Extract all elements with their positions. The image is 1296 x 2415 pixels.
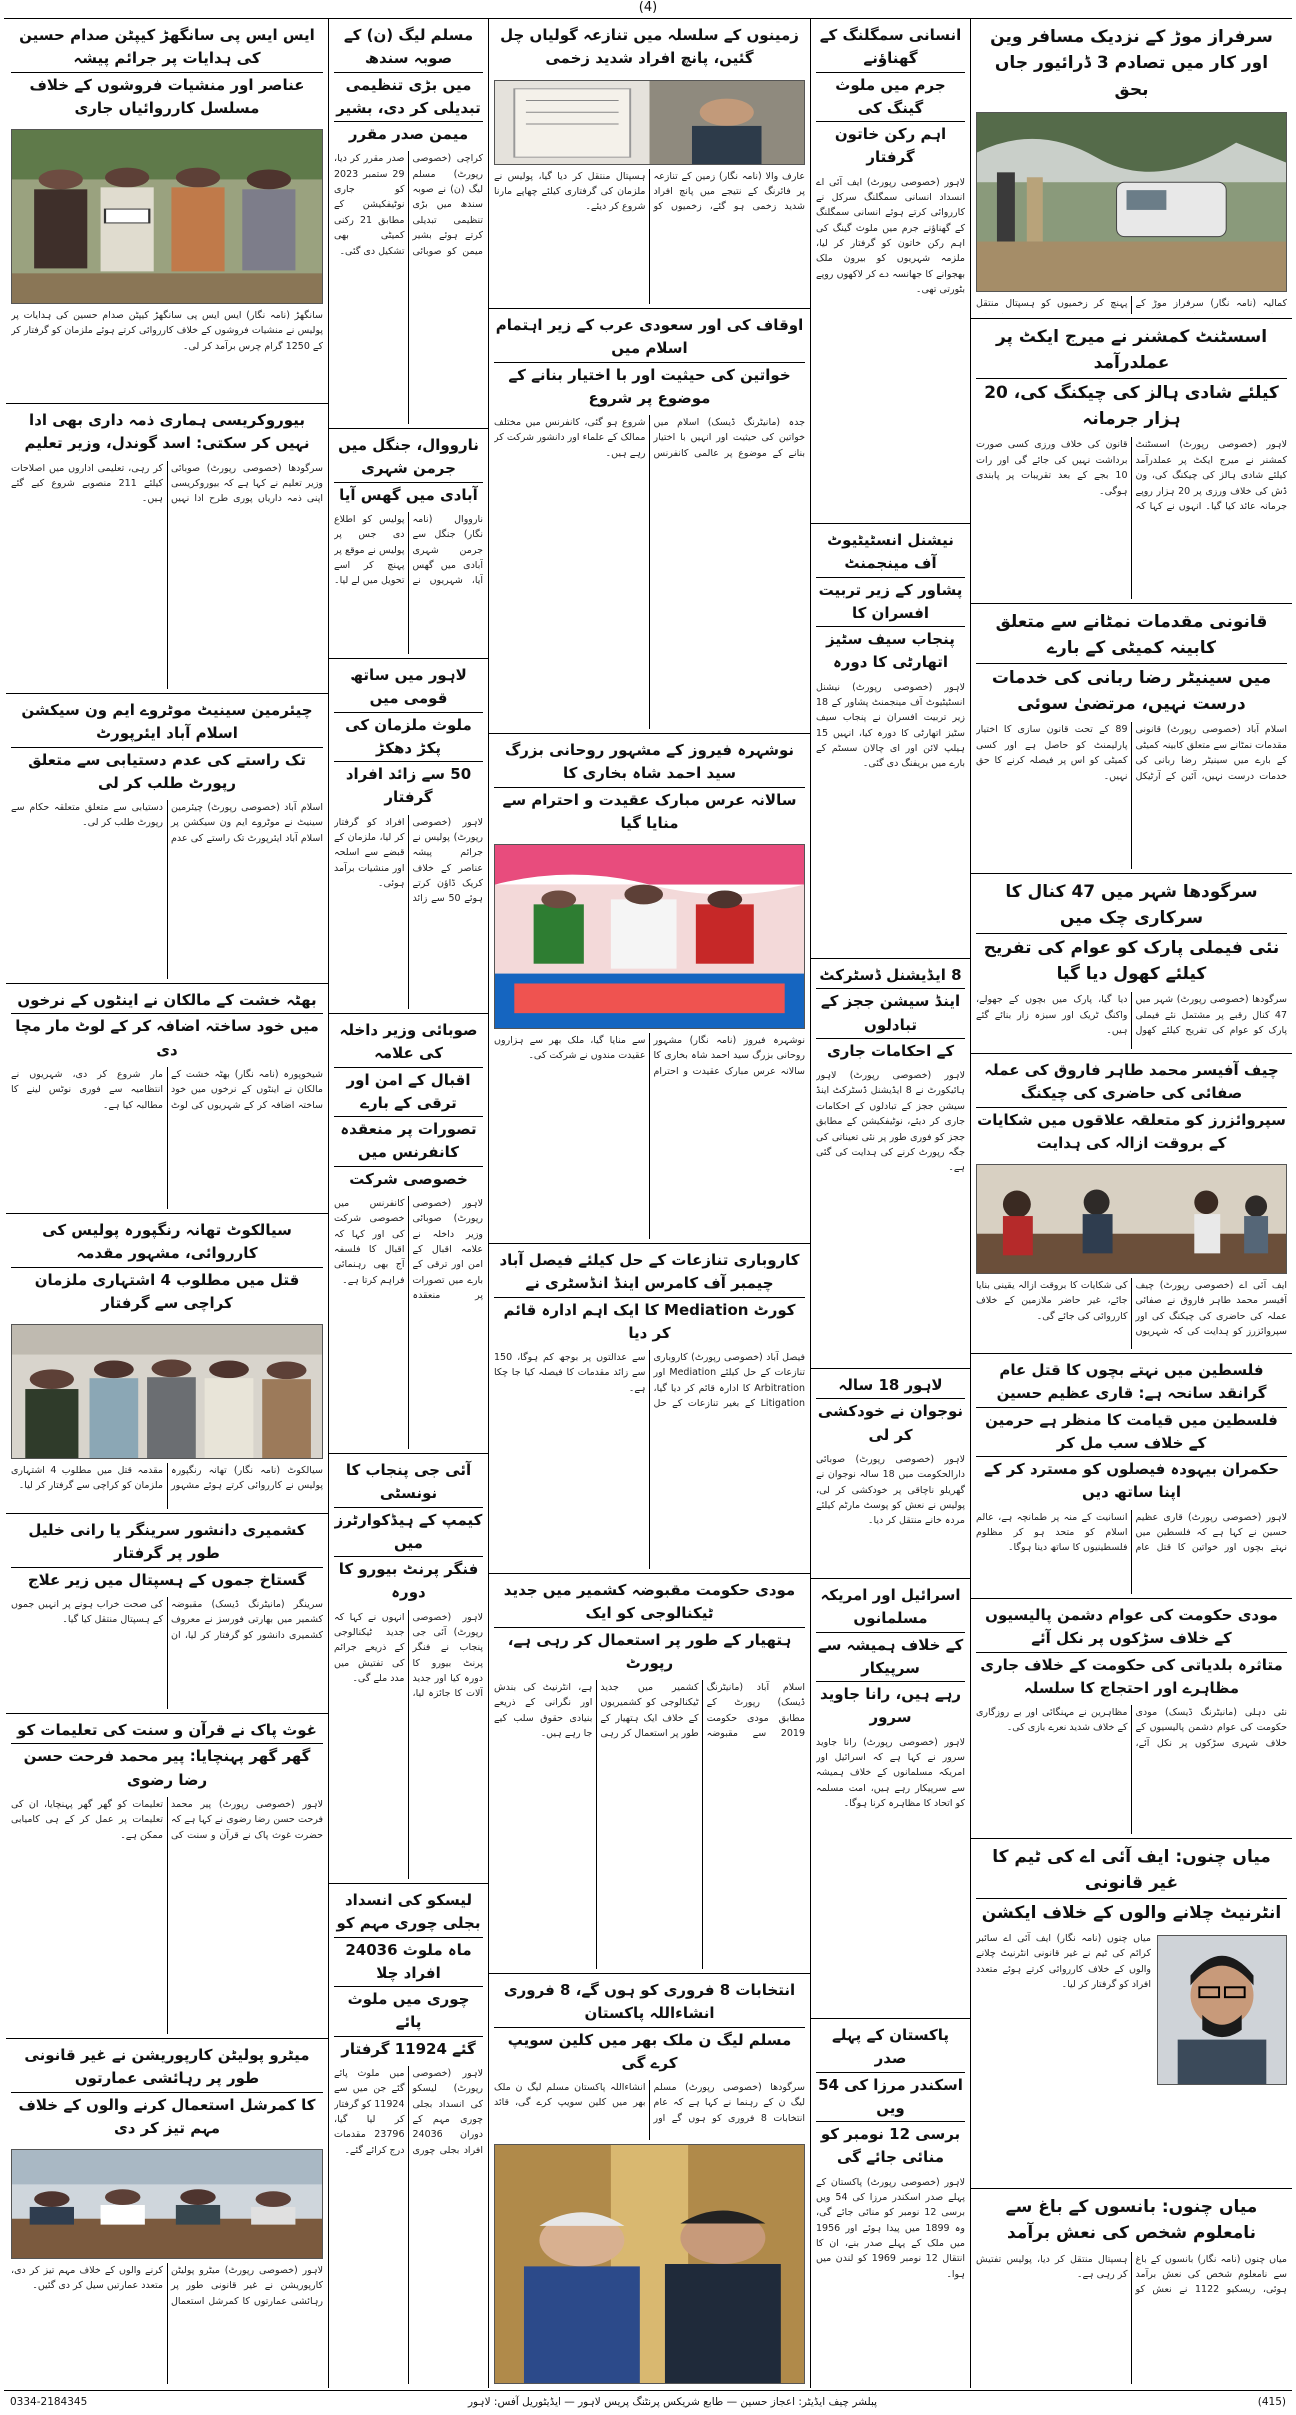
story-human-smuggling: انسانی سمگلنگ کے گھناؤنے جرم میں ملوث گینگ کی اہم رکن خاتون گرفتار لاہور (خصوصی رپورٹ) ایف آئی اے انسداد انسانی سمگلنگ سرکل نے کارروائی کرتے ہوئے انسانی سمگلنگ کے گھناؤنے جرم میں ملوث گینگ کی اہم رکن خاتون کو گرفتار کر لیا، ملزمہ شہریوں کو بیرون ملک بھجوانے کا جھانسہ دے کر لاکھوں روپے بٹورتی تھی۔ bbox=[811, 19, 970, 524]
story-family-park: سرگودھا شہر میں 47 کنال کا سرکاری چک میں نئی فیملی پارک کو عوام کی تفریح کیلئے کھول دیا گیا سرگودھا (خصوصی رپورٹ) شہر میں 47 کنال رقبے پر مشتمل نئے فیملی پارک کو عوام کی تفریح کیلئے کھول دیا گیا، پارک میں بچوں کے جھولے، واکنگ ٹریک اور سبزہ زار بنائے گئے ہیں۔ bbox=[971, 874, 1292, 1054]
headline: سرفراز موڑ کے نزدیک مسافر وین اور کار میں تصادم 3 ڈرائیور جاں بحق bbox=[990, 27, 1273, 100]
photo-urs-ceremony bbox=[494, 844, 805, 1029]
story-van-car-collision: سرفراز موڑ کے نزدیک مسافر وین اور کار میں تصادم 3 ڈرائیور جاں بحق کمالیہ (نامہ نگار) سرفراز موڑ کے پہنچ کر زخمیوں کو ہسپتال منتقل bbox=[971, 19, 1292, 319]
story-ssp-sanghar: ایس ایس پی سانگھڑ کیپٹن صدام حسین کی ہدایات پر جرائم پیشہ عناصر اور منشیات فروشوں کے خلاف مسلسل کارروائیاں جاری سانگھڑ (نامہ نگار) ایس ایس پی سانگھڑ کیپٹن صدام حسین کی ہدایات پر پولیس نے منشیات فروشوں کے خلاف کارروائی کرتے ہوئے ملزمان کو گرفتار کر کے 1250 گرام چرس برآمد کر لی۔ bbox=[6, 19, 328, 404]
column-4 bbox=[488, 19, 810, 2388]
newspaper-grid bbox=[4, 18, 1292, 2388]
photo-nawaz-sharif bbox=[494, 2144, 805, 2384]
story-sialkot-police: سیالکوٹ تھانہ رنگپورہ پولیس کی کارروائی، مشہور مقدمہ قتل میں مطلوب 4 اشتہاری ملزمان کراچی سے گرفتار سیالکوٹ (نامہ نگار) تھانہ رنگپورہ پولیس نے کارروائی کرتے ہوئے مشہور مقدمہ قتل میں مطلوب 4 اشتہاری ملزمان کو کراچی سے گرفتار کر لیا۔ bbox=[6, 1214, 328, 1514]
phone-number: 0334-2184345 bbox=[10, 2395, 88, 2408]
story-iskander-mirza: پاکستان کے پہلے صدر اسکندر مرزا کی 54 ویں برسی 12 نومبر کو منائی جائے گی لاہور (خصوصی رپورٹ) پاکستان کے پہلے صدر اسکندر مرزا کی 54 ویں برسی 12 نومبر کو منائی جائے گی، وہ 1899 میں پیدا ہوئے اور 1956 میں ملک کے پہلے صدر بنے، ان کا انتقال 12 نومبر 1969 کو لندن میں ہوا۔ bbox=[811, 2019, 970, 2388]
photo-crashed-van bbox=[976, 112, 1287, 292]
photo-office-meeting bbox=[976, 1164, 1287, 1274]
story-metropolitan-corp: میٹرو پولیٹن کارپوریشن نے غیر قانونی طور پر رہائشی عمارتوں کا کمرشل استعمال کرنے والوں کے خلاف مہم تیز کر دی لاہور (خصوصی رپورٹ) میٹرو پولیٹن کارپوریشن نے غیر قانونی طور پر رہائشی عمارتوں کا کمرشل استعمال کرنے والوں کے خلاف مہم تیز کر دی، متعدد عمارتیں سیل کر دی گئیں۔ bbox=[6, 2039, 328, 2388]
story-brick-kilns: بھٹہ خشت کے مالکان نے اینٹوں کے نرخوں میں خود ساختہ اضافہ کر کے لوٹ مار مچا دی شیخوپورہ (نامہ نگار) بھٹہ خشت کے مالکان نے اینٹوں کے نرخوں میں خود ساختہ اضافہ کر کے شہریوں کی لوٹ مار شروع کر دی، شہریوں نے انتظامیہ سے فوری نوٹس لینے کا مطالبہ کیا ہے۔ bbox=[6, 984, 328, 1214]
story-lahore-arrests: لاہور میں ساتھ قومی میں ملوث ملزمان کی پکڑ دھکڑ 50 سے زائد افراد گرفتار لاہور (خصوصی رپورٹ) پولیس نے جرائم پیشہ عناصر کے خلاف کریک ڈاؤن کرتے ہوئے 50 سے زائد افراد کو گرفتار کر لیا، ملزمان کے قبضے سے اسلحہ اور منشیات برآمد ہوئی۔ bbox=[329, 659, 488, 1014]
photo-meeting-table bbox=[11, 2149, 323, 2259]
photo-portrait-man bbox=[1157, 1935, 1287, 2085]
column-6 bbox=[970, 19, 1292, 2388]
story-women-islam: اوقاف کی اور سعودی عرب کے زیر اہتمام اسلام میں خواتین کی حیثیت اور با اختیار بنانے کے موضوع پر شروع جدہ (مانیٹرنگ ڈیسک) اسلام میں خواتین کی حیثیت اور انہیں با اختیار بنانے کے موضوع پر عالمی کانفرنس شروع ہو گئی، کانفرنس میں مختلف ممالک کے علماء اور دانشور شرکت کر رہے ہیں۔ bbox=[489, 309, 810, 734]
story-judges-transfer: 8 ایڈیشنل ڈسٹرکٹ اینڈ سیشن ججز کے تبادلوں کے احکامات جاری لاہور (خصوصی رپورٹ) لاہور ہائیکورٹ نے 8 ایڈیشنل ڈسٹرکٹ اینڈ سیشن ججز کے تبادلوں کے احکامات جاری کر دیئے، نوٹیفکیشن کے مطابق ججز کو فوری طور پر نئی تعیناتی کی جگہ رپورٹ کرنے کی ہدایت کی گئی ہے۔ bbox=[811, 959, 970, 1369]
story-german-citizen: نارووال، جنگل میں جرمن شہری آبادی میں گھس آیا نارووال (نامہ نگار) جنگل سے جرمن شہری آبادی میں گھس آیا، شہریوں نے پولیس کو اطلاع دی جس پر پولیس نے موقع پر پہنچ کر اسے تحویل میں لے لیا۔ bbox=[329, 429, 488, 659]
story-suicide: لاہور 18 سالہ نوجوان نے خودکشی کر لی لاہور (خصوصی رپورٹ) صوبائی دارالحکومت میں 18 سالہ نوجوان نے گھریلو ناچاقی پر خودکشی کر لی، پولیس نے نعش کو پوسٹ مارٹم کیلئے مردہ خانے منتقل کر دیا۔ bbox=[811, 1369, 970, 1579]
story-iqbal-conference: صوبائی وزیر داخلہ کی علامہ اقبال کے امن اور ترقی کے بارے تصورات پر منعقدہ کانفرنس میں خصوصی شرکت لاہور (خصوصی رپورٹ) صوبائی وزیر داخلہ نے علامہ اقبال کے امن اور ترقی کے بارے میں تصورات پر منعقدہ کانفرنس میں خصوصی شرکت کی اور کہا کہ اقبال کا فلسفہ آج بھی رہنمائی فراہم کرتا ہے۔ bbox=[329, 1014, 488, 1454]
story-bureaucracy: بیوروکریسی ہماری ذمہ داری بھی ادا نہیں کر سکتی: اسد گوندل، وزیر تعلیم سرگودھا (خصوصی رپورٹ) صوبائی وزیر تعلیم نے کہا ہے کہ بیوروکریسی اپنی ذمہ داریاں پوری طرح ادا نہیں کر رہی، تعلیمی اداروں میں اصلاحات کیلئے 211 منصوبے شروع کیے گئے ہیں۔ bbox=[6, 404, 328, 694]
story-ghaus-pak: غوث پاک نے قرآن و سنت کی تعلیمات کو گھر گھر پہنچایا: پیر محمد فرحت حسن رضا رضوی لاہور (خصوصی رپورٹ) پیر محمد فرحت حسن رضا رضوی نے کہا ہے کہ حضرت غوث پاک نے قرآن و سنت کی تعلیمات کو گھر گھر پہنچایا، ان کی تعلیمات پر عمل کر کے ہی کامیابی ممکن ہے۔ bbox=[6, 1714, 328, 2039]
column-2 bbox=[6, 19, 328, 2388]
story-nim-visit: نیشنل انسٹیٹیوٹ آف مینجمنٹ پشاور کے زیر تربیت افسران کا پنجاب سیف سٹیز اتھارٹی کا دورہ لاہور (خصوصی رپورٹ) نیشنل انسٹیٹیوٹ آف مینجمنٹ پشاور کے 18 زیر تربیت افسران نے پنجاب سیف سٹیز اتھارٹی کا دورہ کیا، انہیں 15 ہیلپ لائن اور ای چالان سسٹم کے بارے میں بریفنگ دی گئی۔ bbox=[811, 524, 970, 959]
story-attendance-check: چیف آفیسر محمد طاہر فاروق کی عملہ صفائی کی حاضری کی چیکنگ سپروائزرز کو متعلقہ علاقوں میں شکایات کے بروقت ازالہ کی ہدایت ایف آئی اے (خصوصی رپورٹ) چیف آفیسر محمد طاہر فاروق نے صفائی عملہ کی حاضری کی چیکنگ کی اور سپروائزرز کو ہدایت کی کہ شہریوں کی شکایات کا بروقت ازالہ یقینی بنایا جائے، غیر حاضر ملازمین کے خلاف کارروائی کی جائے گی۔ bbox=[971, 1054, 1292, 1354]
story-israel-us: اسرائیل اور امریکہ مسلمانوں کے خلاف ہمیشہ سے سرپیکار رہے ہیں، رانا جاوید سرور لاہور (خصوصی رپورٹ) رانا جاوید سرور نے کہا ہے کہ اسرائیل اور امریکہ مسلمانوں کے خلاف ہمیشہ سے سرپیکار رہے ہیں، امت مسلمہ کو اتحاد کا مظاہرہ کرنا ہوگا۔ bbox=[811, 1579, 970, 2019]
story-lesco: لیسکو کی انسداد بجلی چوری مہم کو ماہ ملوث 24036 افراد چلا چوری میں ملوث پائے گئے 11924 گرفتار لاہور (خصوصی رپورٹ) لیسکو کی انسداد بجلی چوری مہم کے دوران 24036 افراد بجلی چوری میں ملوث پائے گئے جن میں سے 11924 کو گرفتار کر لیا گیا، 23796 مقدمات درج کرائے گئے۔ bbox=[329, 1884, 488, 2388]
page-number: (4) bbox=[638, 0, 658, 15]
story-motorway: چیئرمین سینیٹ موٹروے ایم ون سیکشن اسلام آباد ایئرپورٹ تک راستے کی عدم دستیابی سے متعلق رپورٹ طلب کر لی اسلام آباد (خصوصی رپورٹ) چیئرمین سینیٹ نے موٹروے ایم ون سیکشن پر اسلام آباد ایئرپورٹ تک راستے کی عدم دستیابی سے متعلق متعلقہ حکام سے رپورٹ طلب کر لی۔ bbox=[6, 694, 328, 984]
story-pmln-sindh: مسلم لیگ (ن) کے صوبہ سندھ میں بڑی تنظیمی تبدیلی کر دی، بشیر میمن صدر مقرر کراچی (خصوصی رپورٹ) مسلم لیگ (ن) نے صوبہ سندھ میں بڑی تنظیمی تبدیلی کرتے ہوئے بشیر میمن کو صوبائی صدر مقرر کر دیا، 29 ستمبر 2023 کو جاری نوٹیفکیشن کے مطابق 21 رکنی کمیٹی بھی تشکیل دی گئی۔ bbox=[329, 19, 488, 429]
story-mediation: کاروباری تنازعات کے حل کیلئے فیصل آباد چیمبر آف کامرس اینڈ انڈسٹری نے کورٹ Mediation کا ایک اہم ادارہ قائم کر دیا فیصل آباد (خصوصی رپورٹ) کاروباری تنازعات کے حل کیلئے Mediation اور Arbitration کا ادارہ قائم کر دیا گیا، Litigation کے بغیر تنازعات کے حل سے عدالتوں پر بوجھ کم ہوگا، 150 سے زائد مقدمات کا فیصلہ کیا جا چکا ہے۔ bbox=[489, 1244, 810, 1574]
story-marriage-act: اسسٹنٹ کمشنر نے میرج ایکٹ پر عملدرآمد کیلئے شادی ہالز کی چیکنگ کی، 20 ہزار جرمانہ لاہور (خصوصی رپورٹ) اسسٹنٹ کمشنر نے میرج ایکٹ پر عملدرآمد کیلئے شادی ہالز کی چیکنگ کی، ون ڈش کی خلاف ورزی پر 20 ہزار روپے جرمانہ عائد کیا گیا۔ انہوں نے کہا کہ قانون کی خلاف ورزی کسی صورت برداشت نہیں کی جائے گی اور رات 10 بجے کے بعد تقریبات پر پابندی ہوگی۔ bbox=[971, 319, 1292, 604]
story-kashmir-tech: مودی حکومت مقبوضہ کشمیر میں جدید ٹیکنالوجی کو ایک ہتھیار کے طور پر استعمال کر رہی ہے، رپورٹ اسلام آباد (مانیٹرنگ ڈیسک) رپورٹ کے مطابق مودی حکومت 2019 سے مقبوضہ کشمیر میں جدید ٹیکنالوجی کو کشمیریوں کے خلاف ایک ہتھیار کے طور پر استعمال کر رہی ہے، انٹرنیٹ کی بندش اور نگرانی کے ذریعے بنیادی حقوق سلب کیے جا رہے ہیں۔ bbox=[489, 1574, 810, 1974]
photo-arrested-suspects bbox=[11, 129, 323, 304]
story-cabinet-committee: قانونی مقدمات نمٹانے سے متعلق کابینہ کمیٹی کے بارے میں سینیٹر رضا ربانی کی خدمات درست نہیں، مرتضیٰ سوئی اسلام آباد (خصوصی رپورٹ) قانونی مقدمات نمٹانے سے متعلق کابینہ کمیٹی کے بارے میں سینیٹر رضا ربانی کی خدمات درست نہیں، آئین کے آرٹیکل 89 کے تحت قانون سازی کا اختیار پارلیمنٹ کو حاصل ہے اور کسی کمیٹی کو اس پر فیصلہ کرنے کا حق نہیں۔ bbox=[971, 604, 1292, 874]
story-kashmiri-intellectual: کشمیری دانشور سرینگر یا رانی خلیل طور پر گرفتار گستاخ جموں کے ہسپتال میں زیر علاج سرینگر (مانیٹرنگ ڈیسک) مقبوضہ کشمیر میں بھارتی فورسز نے معروف کشمیری دانشور کو گرفتار کر لیا، ان کی صحت خراب ہونے پر انہیں جموں کے ہسپتال منتقل کیا گیا۔ bbox=[6, 1514, 328, 1714]
story-fingerprint-bureau: آئی جی پنجاب کا نونسٹی کیمپ کے ہیڈکوارٹرز میں فنگر پرنٹ بیورو کا دورہ لاہور (خصوصی رپورٹ) آئی جی پنجاب نے فنگر پرنٹ بیورو کا دورہ کیا اور جدید آلات کا جائزہ لیا، انہوں نے کہا کہ جدید ٹیکنالوجی کے ذریعے جرائم کی تفتیش میں مدد ملے گی۔ bbox=[329, 1454, 488, 1884]
photo-police-officer bbox=[494, 80, 805, 165]
story-body-found: میاں چنوں: بانسوں کے باغ سے نامعلوم شخص کی نعش برآمد میاں چنوں (نامہ نگار) بانسوں کے باغ سے نامعلوم شخص کی نعش برآمد ہوئی، ریسکیو 1122 نے نعش کو ہسپتال منتقل کر دیا، پولیس تفتیش کر رہی ہے۔ bbox=[976, 2197, 1287, 2296]
story-modi-protest: مودی حکومت کی عوام دشمن پالیسیوں کے خلاف سڑکوں پر نکل آئے متاثرہ بلدیاتی کی حکومت کے خلاف جاری مظاہرے اور احتجاج کا سلسلہ نئی دہلی (مانیٹرنگ ڈیسک) مودی حکومت کی عوام دشمن پالیسیوں کے خلاف شہری سڑکوں پر نکل آئے، مظاہرین نے مہنگائی اور بے روزگاری کے خلاف شدید نعرے بازی کی۔ bbox=[971, 1599, 1292, 1839]
column-5 bbox=[810, 19, 970, 2388]
footer-bar bbox=[4, 2390, 1292, 2412]
story-land-dispute: زمینوں کے سلسلہ میں تنازعہ گولیاں چل گئیں، پانچ افراد شدید زخمی عارف والا (نامہ نگار) زمین کے تنازعہ پر فائرنگ کے نتیجے میں پانچ افراد شدید زخمی ہو گئے، زخمیوں کو ہسپتال منتقل کر دیا گیا، پولیس نے ملزمان کی گرفتاری کیلئے چھاپے مارنا شروع کر دیئے۔ bbox=[489, 19, 810, 309]
story-elections: انتخابات 8 فروری کو ہوں گے، 8 فروری انشاءاللہ پاکستان مسلم لیگ ن ملک بھر میں کلین سویپ کرے گی سرگودھا (خصوصی رپورٹ) مسلم لیگ ن کے رہنما نے کہا ہے کہ عام انتخابات 8 فروری کو ہوں گے اور انشاءاللہ پاکستان مسلم لیگ ن ملک بھر میں کلین سویپ کرے گی، قائد bbox=[489, 1974, 810, 2388]
page-code: (415) bbox=[1257, 2395, 1286, 2408]
publisher-credits: پبلشر چیف ایڈیٹر: اعجاز حسین — طابع شریکس پرنٹنگ پریس لاہور — ایڈیٹوریل آفس: لاہور bbox=[467, 2395, 878, 2408]
story-palestine: فلسطین میں نہتے بچوں کا قتل عام گرانقد سانحہ ہے: قاری عظیم حسین فلسطین میں قیامت کا منظر ہے حرمین کے خلاف سب مل کر حکمران بیہودہ فیصلوں کو مسترد کر کے اپنا ساتھ دیں لاہور (خصوصی رپورٹ) قاری عظیم حسین نے کہا ہے کہ فلسطین میں نہتے بچوں اور خواتین کا قتل عام انسانیت کے منہ پر طمانچہ ہے، عالم اسلام کو متحد ہو کر مظلوم فلسطینیوں کا ساتھ دینا ہوگا۔ bbox=[971, 1354, 1292, 1599]
column-3 bbox=[328, 19, 488, 2388]
story-urs: نوشہرہ فیروز کے مشہور روحانی بزرگ سید احمد شاہ بخاری کا سالانہ عرس مبارک عقیدت و احترام سے منایا گیا نوشہرہ فیروز (نامہ نگار) مشہور روحانی بزرگ سید احمد شاہ بخاری کا سالانہ عرس مبارک عقیدت و احترام سے منایا گیا، ملک بھر سے ہزاروں عقیدت مندوں نے شرکت کی۔ bbox=[489, 734, 810, 1244]
photo-police-suspects bbox=[11, 1324, 323, 1459]
story-fia-internet: میاں چنوں: ایف آئی اے کی ٹیم کا غیر قانونی انٹرنیٹ چلانے والوں کے خلاف ایکشن میاں چنوں (نامہ نگار) ایف آئی اے سائبر کرائم کی ٹیم نے غیر قانونی انٹرنیٹ چلانے والوں کے خلاف کارروائی کرتے ہوئے متعدد افراد کو گرفتار کر لیا۔ bbox=[971, 1839, 1292, 2189]
